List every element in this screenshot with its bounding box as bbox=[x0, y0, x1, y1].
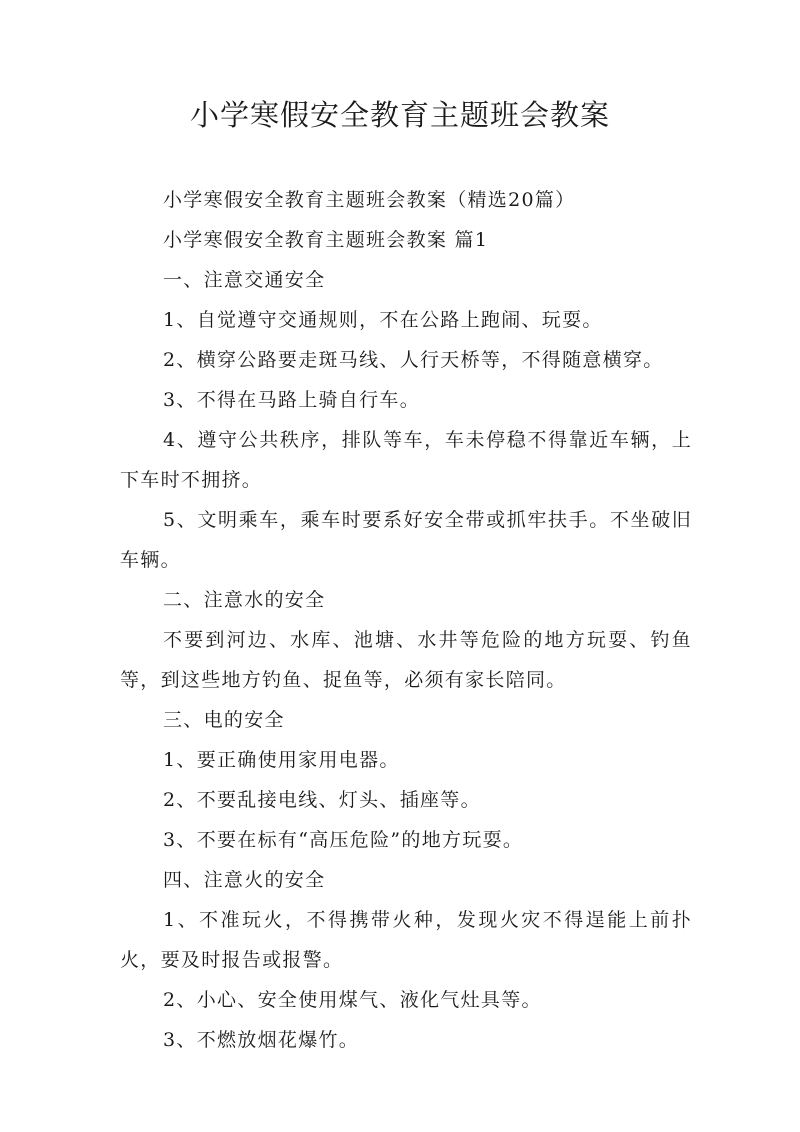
paragraph-heading-water: 二、注意水的安全 bbox=[163, 589, 326, 611]
paragraph: 不要到河边、水库、池塘、水井等危险的地方玩耍、钓鱼等，到这些地方钓鱼、捉鱼等，必须有家长陪同。 bbox=[120, 629, 692, 691]
paragraph: 2、不要乱接电线、灯头、插座等。 bbox=[163, 789, 481, 811]
paragraph: 4、遵守公共秩序，排队等车，车未停稳不得靠近车辆，上下车时不拥挤。 bbox=[120, 429, 692, 491]
paragraph: 3、不燃放烟花爆竹。 bbox=[163, 1029, 360, 1051]
paragraph: 1、要正确使用家用电器。 bbox=[163, 749, 400, 771]
paragraph-section-heading: 小学寒假安全教育主题班会教案 篇1 bbox=[163, 229, 489, 251]
paragraph: 3、不要在标有“高压危险”的地方玩耍。 bbox=[163, 829, 524, 851]
paragraph: 5、文明乘车，乘车时要系好安全带或抓牢扶手。不坐破旧车辆。 bbox=[120, 509, 692, 571]
paragraph: 3、不得在马路上骑自行车。 bbox=[163, 389, 420, 411]
paragraph-heading-traffic: 一、注意交通安全 bbox=[163, 269, 326, 291]
paragraph: 2、横穿公路要走斑马线、人行天桥等，不得随意横穿。 bbox=[163, 349, 664, 371]
paragraph: 1、自觉遵守交通规则，不在公路上跑闹、玩耍。 bbox=[163, 309, 603, 331]
paragraph-heading-fire: 四、注意火的安全 bbox=[163, 869, 326, 891]
document-body bbox=[120, 180, 692, 1060]
paragraph: 2、小心、安全使用煤气、液化气灶具等。 bbox=[163, 989, 542, 1011]
paragraph: 1、不准玩火，不得携带火种，发现火灾不得逞能上前扑火，要及时报告或报警。 bbox=[120, 909, 692, 971]
paragraph-heading-electricity: 三、电的安全 bbox=[163, 709, 285, 731]
paragraph-subtitle: 小学寒假安全教育主题班会教案（精选20篇） bbox=[163, 189, 576, 211]
document-title: 小学寒假安全教育主题班会教案 bbox=[189, 98, 610, 132]
